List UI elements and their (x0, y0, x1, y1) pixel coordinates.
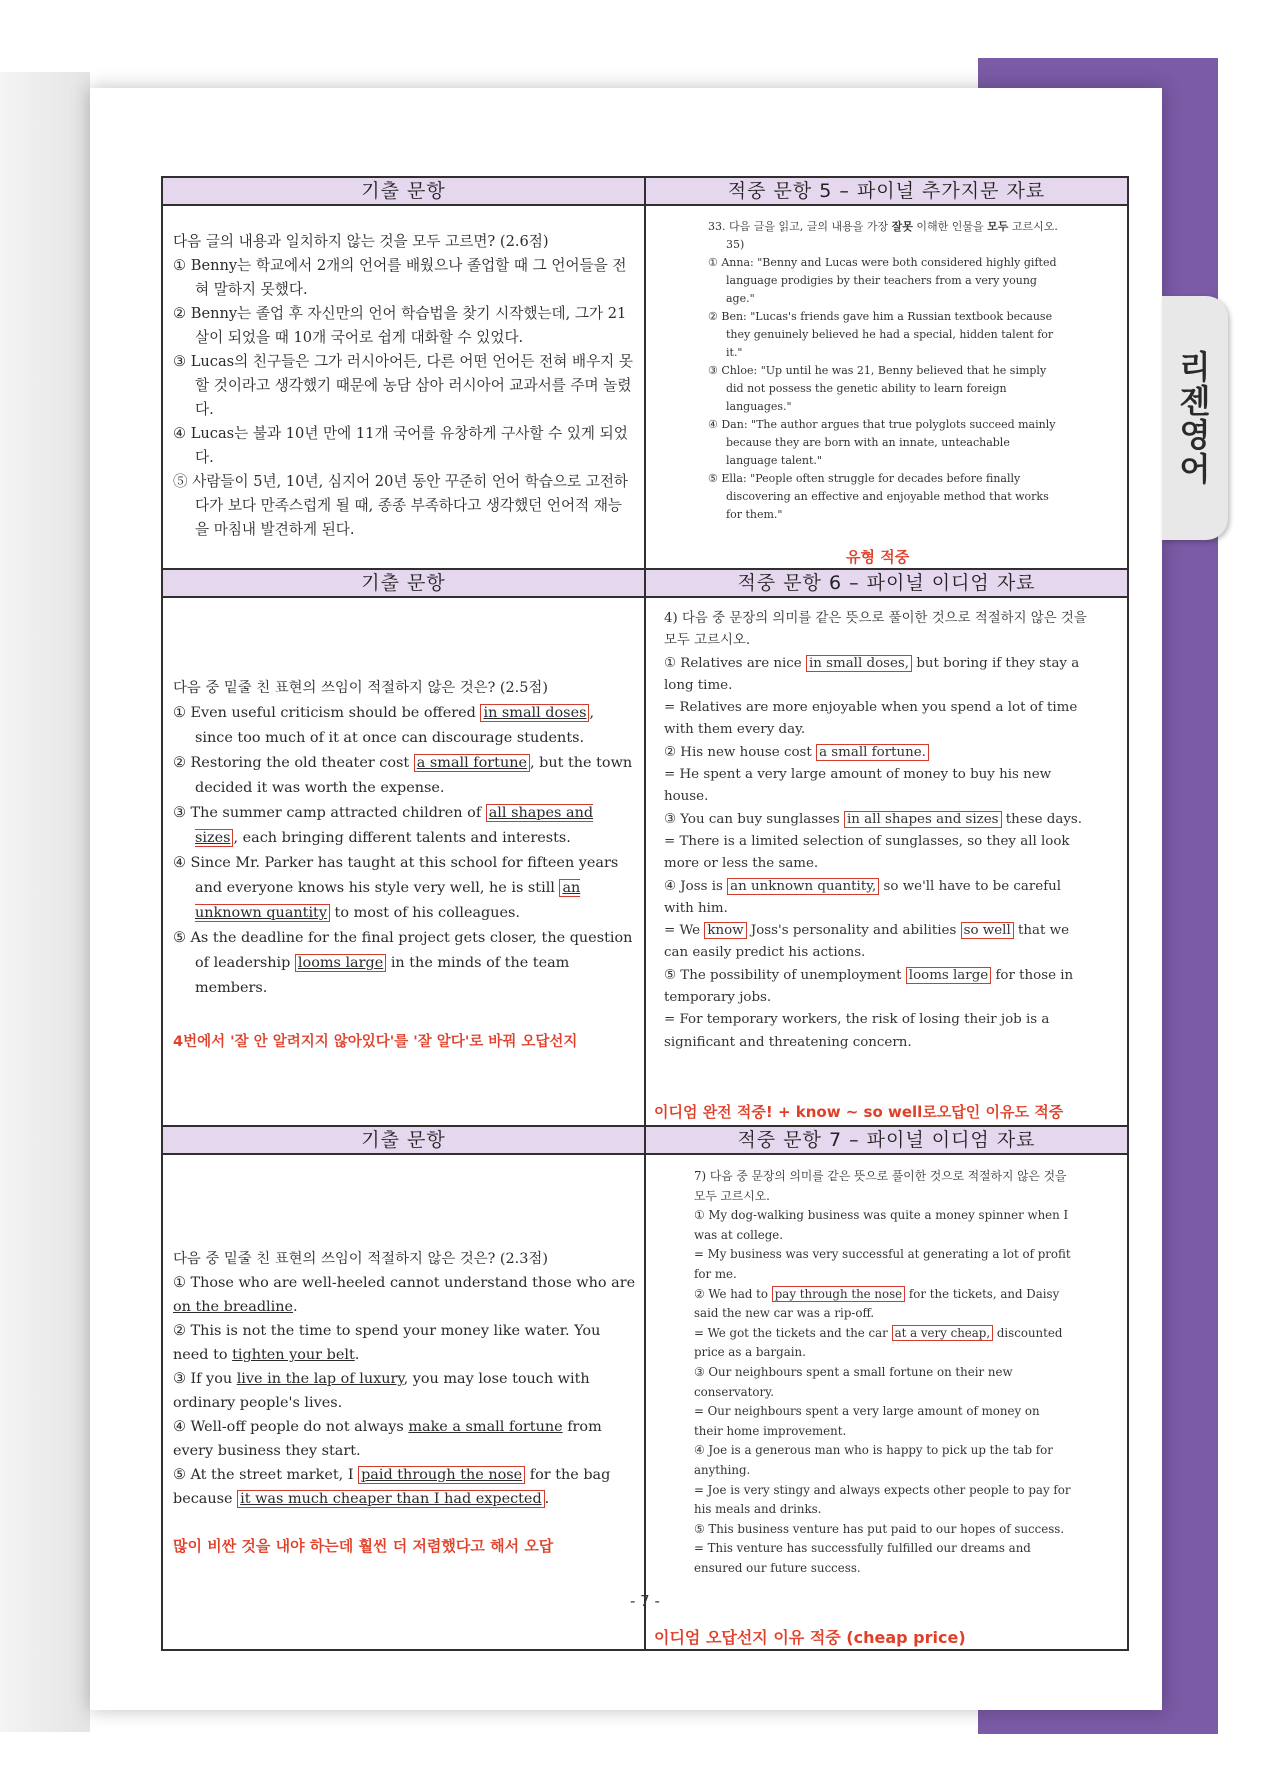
underlined-expression: paid through the nose (358, 1466, 525, 1484)
header-left-3: 기출 문항 (162, 1126, 645, 1154)
item-2-paraphrase: = He spent a very large amount of money to buy his new house. (664, 767, 1052, 805)
question-6-predicted (664, 608, 1093, 1054)
item-5: ⑤ This business venture has put paid to our hopes of success. (694, 1521, 1065, 1536)
item-3-paraphrase: = Our neighbours spent a very large amount of money on their home improvement. (694, 1404, 1040, 1438)
item-4: ④ Joss is an unknown quantity, so we'll have to be careful with him. (664, 878, 1062, 916)
option-4: ④ Lucas는 불과 10년 만에 11개 국어를 유창하게 구사할 수 있게 되었다. (173, 425, 628, 466)
option-3: ③ Lucas의 친구들은 그가 러시아어든, 다른 어떤 언어든 전혀 배우지 못할 것이라고 생각했기 때문에 농담 삼아 러시아어 교과서를 주며 놀렸다. (173, 353, 634, 418)
underlined-expression: looms large (295, 954, 386, 972)
underlined-expression: make a small fortune (408, 1419, 563, 1435)
answer-note: 많이 비싼 것을 내야 하는데 훨씬 더 저렴했다고 해서 오답 (173, 1537, 554, 1555)
left-cell-1 (162, 205, 645, 569)
left-cell-2 (162, 597, 645, 1126)
side-tab-label: 리젠영어 (1174, 350, 1212, 486)
item-3: ③ Our neighbours spent a small fortune on their new conservatory. (694, 1364, 1013, 1399)
question-stem: 다음 글의 내용과 일치하지 않는 것을 모두 고르면? (2.6점) (173, 233, 549, 250)
right-cell-2 (645, 597, 1128, 1126)
underlined-expression: live in the lap of luxury (236, 1371, 404, 1387)
underlined-expression: an unknown quantity (195, 880, 581, 921)
option-3: ③ The summer camp attracted children of all shapes and sizes , each bringing different talents and interests. (173, 805, 594, 846)
question-5-original (173, 230, 636, 542)
question-6-original (173, 676, 636, 1001)
hit-note: 이디엄 완전 적중! + know ~ so well로오답인 이유도 적중 (654, 1103, 1064, 1121)
underlined-expression: all shapes and sizes (195, 805, 594, 846)
underlined-expression: a small fortune (414, 754, 530, 772)
option-5: ⑤ 사람들이 5년, 10년, 심지어 20년 동안 꾸준히 언어 학습으로 고전하다가 보다 만족스럽게 될 때, 종종 부족하다고 생각했던 언어적 재능을 마침내 발견하게 된다. (173, 473, 629, 538)
right-cell-1 (645, 205, 1128, 569)
option-2: ② Benny는 졸업 후 자신만의 언어 학습법을 찾기 시작했는데, 그가 21살이 되었을 때 10개 국어로 쉽게 대화할 수 있었다. (173, 305, 627, 346)
option-2: ② This is not the time to spend your money like water. You need to tighten your belt. (173, 1323, 601, 1363)
option-5: ⑤ At the street market, I paid through the nose for the bag because it was much cheaper than I had expected . (173, 1467, 611, 1507)
page-number: - 7 - (630, 1592, 660, 1610)
option-5: ⑤ As the deadline for the final project gets closer, the question of leadership looms large in the minds of the team members. (173, 930, 633, 996)
item-4-paraphrase: = We know Joss's personality and abilities so well that we can easily predict his actions. (664, 923, 1070, 961)
header-left-2: 기출 문항 (162, 569, 645, 597)
question-stem: 다음 중 밑줄 친 표현의 쓰임이 적절하지 않은 것은? (2.3점) (173, 1251, 548, 1267)
item-1: ① My dog-walking business was quite a money spinner when I was at college. (694, 1208, 1069, 1242)
answer-note: 4번에서 '잘 안 알려지지 않아있다'를 '잘 알다'로 바꿔 오답선지 (173, 1034, 578, 1050)
item-3-paraphrase: = There is a limited selection of sunglasses, so they all look more or less the same. (664, 833, 1070, 872)
question-stem: 다음 중 밑줄 친 표현의 쓰임이 적절하지 않은 것은? (2.5점) (173, 680, 548, 696)
left-cell-3 (162, 1154, 645, 1650)
page-shadow (0, 72, 90, 1732)
item-1: ① Relatives are nice in small doses, but boring if they stay a long time. (664, 655, 1080, 693)
item-4-paraphrase: = Joe is very stingy and always expects other people to pay for his meals and drinks. (694, 1482, 1071, 1517)
question-7-predicted (694, 1167, 1071, 1578)
question-7-original (173, 1247, 636, 1511)
comparison-table (161, 176, 1129, 1651)
item-4: ④ Joe is a generous man who is happy to pick up the tab for anything. (694, 1443, 1053, 1477)
option-4: ④ Well-off people do not always make a small fortune from every business they start. (173, 1419, 602, 1459)
header-right-3: 적중 문항 7 – 파이널 이디엄 자료 (645, 1126, 1128, 1154)
underlined-expression: on the breadline (173, 1299, 294, 1315)
underlined-expression: tighten your belt (232, 1347, 355, 1363)
option-4: ④ Since Mr. Parker has taught at this school for fifteen years and everyone knows his style very well, he is still an unknown quantity to most of his colleagues. (173, 855, 619, 921)
right-cell-3 (645, 1154, 1128, 1650)
item-5: ⑤ The possibility of unemployment looms large for those in temporary jobs. (664, 967, 1074, 1006)
option-1: ① Those who are well-heeled cannot understand those who are on the breadline. (173, 1275, 636, 1315)
item-5-paraphrase: = This venture has successfully fulfilled our dreams and ensured our future success. (694, 1541, 1031, 1575)
item-3: ③ You can buy sunglasses in all shapes and sizes these days. (664, 811, 1083, 827)
option-1: ① Anna: "Benny and Lucas were both considered highly gifted language prodigies by their teachers from a very young age." (708, 256, 1057, 305)
item-1-paraphrase: = Relatives are more enjoyable when you spend a lot of time with them every day. (664, 700, 1078, 738)
option-1: ① Benny는 학교에서 2개의 언어를 배웠으나 졸업할 때 그 언어들을 전혀 말하지 못했다. (173, 257, 627, 298)
option-2: ② Ben: "Lucas's friends gave him a Russian textbook because they genuinely believed he had a special, hidden talent for it." (708, 310, 1054, 359)
question-stem: 7) 다음 중 문장의 의미를 같은 뜻으로 풀이한 것으로 적절하지 않은 것을 모두 고르시오. (694, 1169, 1067, 1203)
option-5: ⑤ Ella: "People often struggle for decades before finally discovering an effective and enjoyable method that works for them." (708, 472, 1049, 521)
question-stem: 33. 다음 글을 읽고, 글의 내용을 가장 잘못 이해한 인물을 모두 고르시오. 35) (708, 220, 1058, 251)
option-4: ④ Dan: "The author argues that true polyglots succeed mainly because they are born with an innate, unteachable language talent." (708, 418, 1056, 467)
option-1: ① Even useful criticism should be offered in small doses , since too much of it at once can discourage students. (173, 705, 595, 746)
hit-note: 이디엄 오답선지 이유 적중 (cheap price) (654, 1628, 966, 1647)
item-2-paraphrase: = We got the tickets and the car at a very cheap, discounted price as a bargain. (694, 1325, 1063, 1360)
option-2: ② Restoring the old theater cost a small fortune , but the town decided it was worth the expense. (173, 755, 633, 796)
header-left-1: 기출 문항 (162, 177, 645, 205)
hit-note: 유형 적중 (846, 548, 910, 566)
question-5-predicted (708, 218, 1061, 524)
option-3: ③ Chloe: "Up until he was 21, Benny believed that he simply did not possess the genetic ability to learn foreign languages." (708, 364, 1047, 413)
boxed-clause: it was much cheaper than I had expected (237, 1490, 545, 1508)
item-5-paraphrase: = For temporary workers, the risk of losing their job is a significant and threatening concern. (664, 1012, 1050, 1050)
option-3: ③ If you live in the lap of luxury, you may lose touch with ordinary people's lives. (173, 1371, 590, 1411)
item-1-paraphrase: = My business was very successful at generating a lot of profit for me. (694, 1247, 1071, 1281)
item-2: ② His new house cost a small fortune. (664, 742, 1093, 764)
underlined-expression: in small doses (480, 704, 589, 722)
question-stem: 4) 다음 중 문장의 의미를 같은 뜻으로 풀이한 것으로 적절하지 않은 것을 모두 고르시오. (664, 611, 1087, 649)
header-right-1: 적중 문항 5 – 파이널 추가지문 자료 (645, 177, 1128, 205)
item-2: ② We had to pay through the nose for the tickets, and Daisy said the new car was a rip-off. (694, 1286, 1060, 1321)
header-right-2: 적중 문항 6 – 파이널 이디엄 자료 (645, 569, 1128, 597)
